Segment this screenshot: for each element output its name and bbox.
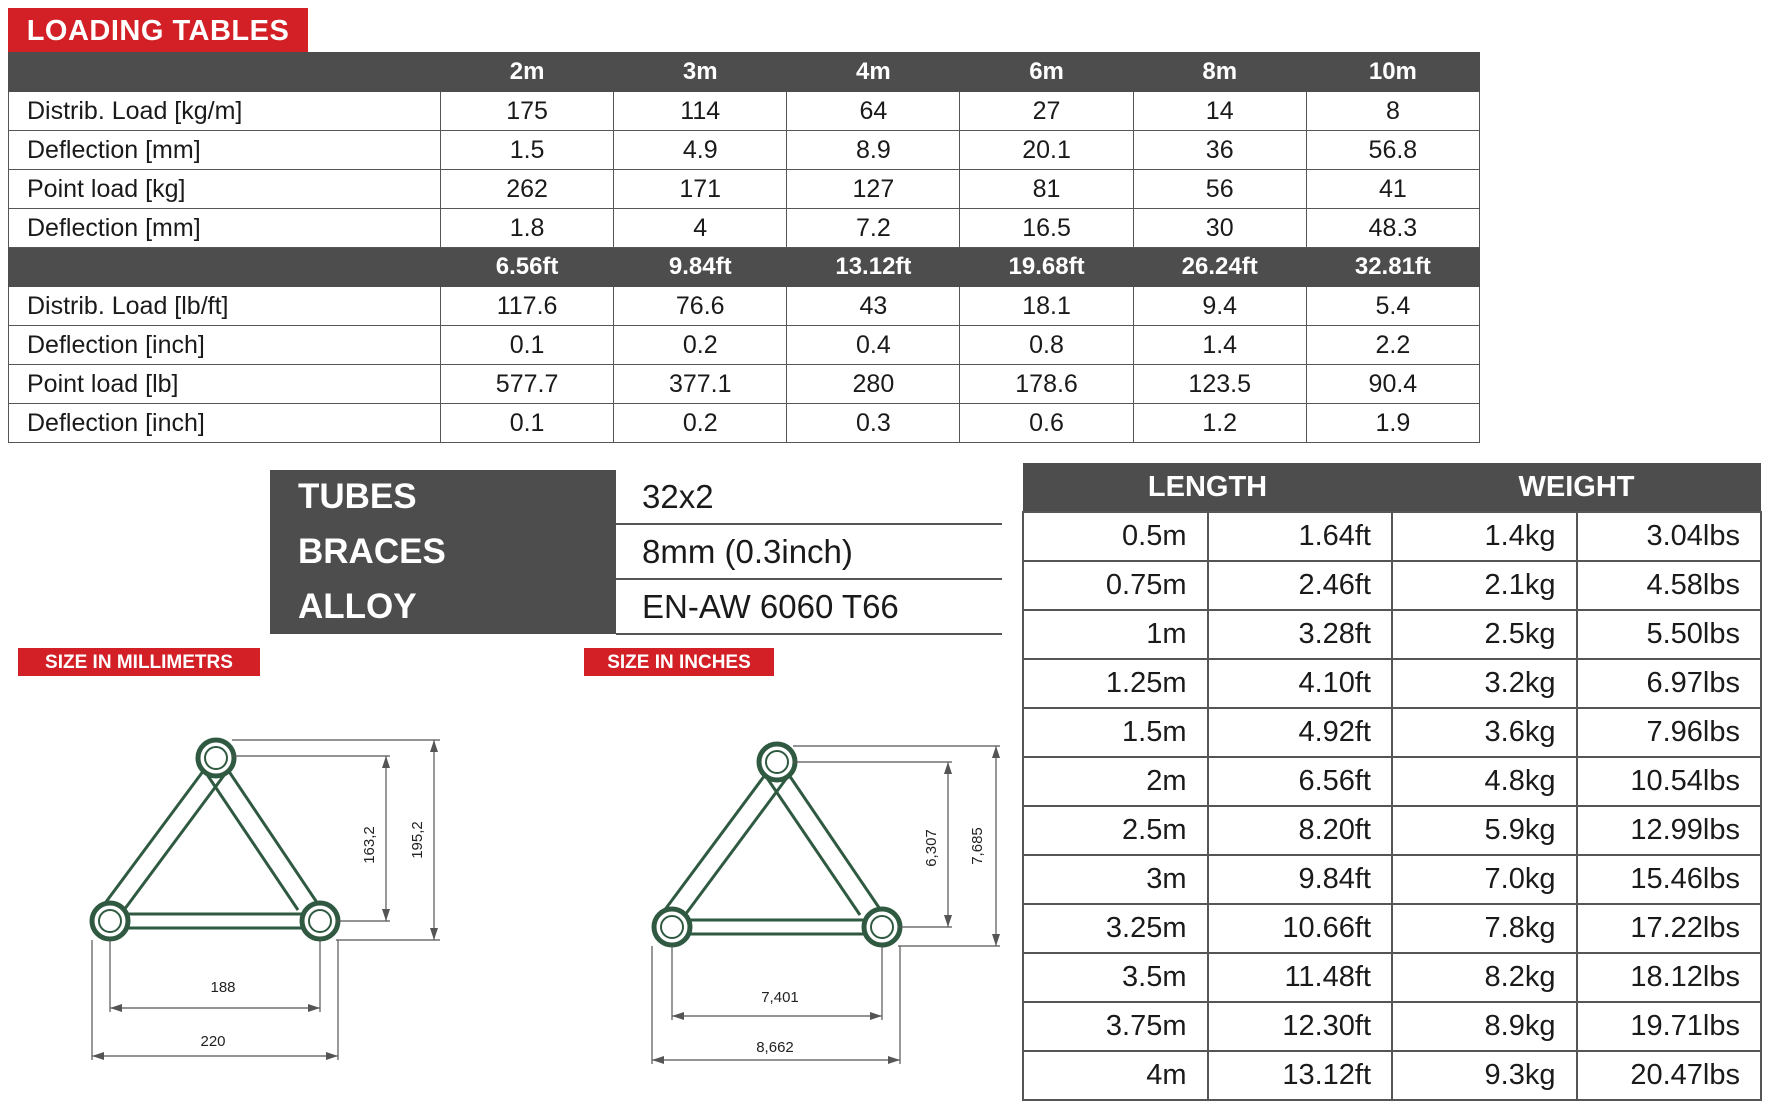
table-cell: 4 [614,209,787,248]
table-cell: 81 [960,170,1133,209]
table-row [1023,757,1761,806]
weight-kg: 8.2kg [1392,953,1577,1002]
table-cell: 1.5 [441,131,614,170]
table-cell: 0.8 [960,326,1133,365]
table-cell: 1.9 [1306,404,1479,443]
weight-lbs: 12.99lbs [1577,806,1762,855]
length-m: 4m [1023,1051,1208,1100]
row-label: Point load [lb] [9,365,441,404]
length-m: 1.5m [1023,708,1208,757]
table-cell: 56 [1133,170,1306,209]
weight-lbs: 19.71lbs [1577,1002,1762,1051]
table-row [1023,953,1761,1002]
inch-outer-width-label: 8,662 [756,1039,794,1056]
length-ft: 9.84ft [1208,855,1393,904]
table-cell: 8.9 [787,131,960,170]
length-ft: 4.92ft [1208,708,1393,757]
span-header: 32.81ft [1306,248,1479,287]
mm-inner-width-label: 188 [210,979,236,996]
weight-header: WEIGHT [1392,463,1761,512]
braces-value: 8mm (0.3inch) [616,524,1002,579]
table-cell: 0.1 [441,326,614,365]
table-cell: 36 [1133,131,1306,170]
length-m: 1m [1023,610,1208,659]
table-cell: 56.8 [1306,131,1479,170]
table-cell: 64 [787,92,960,131]
tube-top [198,740,234,776]
table-cell: 1.4 [1133,326,1306,365]
length-m: 2m [1023,757,1208,806]
table-cell: 30 [1133,209,1306,248]
length-ft: 2.46ft [1208,561,1393,610]
spec-row-tubes [270,470,1002,524]
table-cell: 20.1 [960,131,1133,170]
table-row [1023,904,1761,953]
tube-right [864,909,900,945]
row-label: Deflection [mm] [9,131,441,170]
tubes-value: 32x2 [616,470,1002,524]
length-ft: 8.20ft [1208,806,1393,855]
table-cell: 27 [960,92,1133,131]
row-label: Deflection [mm] [9,209,441,248]
weight-lbs: 5.50lbs [1577,610,1762,659]
weight-kg: 2.1kg [1392,561,1577,610]
table-cell: 175 [441,92,614,131]
length-m: 0.75m [1023,561,1208,610]
weight-lbs: 15.46lbs [1577,855,1762,904]
table-cell: 0.6 [960,404,1133,443]
row-label: Distrib. Load [lb/ft] [9,287,441,326]
length-ft: 13.12ft [1208,1051,1393,1100]
table-cell: 48.3 [1306,209,1479,248]
weight-lbs: 18.12lbs [1577,953,1762,1002]
weight-kg: 7.0kg [1392,855,1577,904]
length-m: 3.25m [1023,904,1208,953]
table-row [1023,659,1761,708]
table-cell: 18.1 [960,287,1133,326]
braces-label: BRACES [270,524,616,579]
tubes-label: TUBES [270,470,616,524]
table-row [9,404,1480,443]
spec-row-braces [270,524,1002,579]
alloy-value: EN-AW 6060 T66 [616,579,1002,634]
table-cell: 0.1 [441,404,614,443]
inch-outer-height-label: 7,685 [969,827,986,865]
header-blank-cell [9,53,441,92]
table-cell: 171 [614,170,787,209]
table-row [9,170,1480,209]
span-header: 6m [960,53,1133,92]
size-inch-tag: SIZE IN INCHES [584,648,774,676]
alloy-label: ALLOY [270,579,616,634]
span-header: 9.84ft [614,248,787,287]
table-cell: 0.2 [614,404,787,443]
table-row [1023,1051,1761,1100]
weight-kg: 3.2kg [1392,659,1577,708]
table-row [1023,1002,1761,1051]
weight-kg: 1.4kg [1392,512,1577,561]
spec-table [270,470,1002,635]
length-ft: 1.64ft [1208,512,1393,561]
row-label: Distrib. Load [kg/m] [9,92,441,131]
table-cell: 9.4 [1133,287,1306,326]
table-cell: 5.4 [1306,287,1479,326]
table-row [9,209,1480,248]
table-cell: 114 [614,92,787,131]
table-cell: 8 [1306,92,1479,131]
imperial-header-row [9,248,1480,287]
row-label: Deflection [inch] [9,326,441,365]
table-row [1023,561,1761,610]
length-ft: 3.28ft [1208,610,1393,659]
table-cell: 0.2 [614,326,787,365]
table-cell: 7.2 [787,209,960,248]
table-row [1023,806,1761,855]
table-row [9,92,1480,131]
span-header: 8m [1133,53,1306,92]
weight-kg: 9.3kg [1392,1051,1577,1100]
weight-kg: 2.5kg [1392,610,1577,659]
table-row [9,365,1480,404]
loading-tables-title: LOADING TABLES [8,8,308,52]
weight-kg: 4.8kg [1392,757,1577,806]
weight-lbs: 7.96lbs [1577,708,1762,757]
length-m: 1.25m [1023,659,1208,708]
table-row [9,326,1480,365]
table-cell: 127 [787,170,960,209]
length-m: 2.5m [1023,806,1208,855]
tube-left [92,903,128,939]
span-header: 4m [787,53,960,92]
table-cell: 14 [1133,92,1306,131]
span-header: 26.24ft [1133,248,1306,287]
span-header: 2m [441,53,614,92]
span-header: 13.12ft [787,248,960,287]
mm-outer-height-label: 195,2 [409,821,426,859]
weight-lbs: 3.04lbs [1577,512,1762,561]
table-row [1023,855,1761,904]
span-header: 3m [614,53,787,92]
length-header: LENGTH [1023,463,1392,512]
table-cell: 123.5 [1133,365,1306,404]
table-cell: 117.6 [441,287,614,326]
weight-kg: 5.9kg [1392,806,1577,855]
inch-inner-width-label: 7,401 [761,989,799,1006]
weight-table-header [1023,463,1761,512]
row-label: Point load [kg] [9,170,441,209]
table-cell: 0.3 [787,404,960,443]
table-cell: 90.4 [1306,365,1479,404]
table-row [9,131,1480,170]
length-m: 3m [1023,855,1208,904]
table-cell: 1.2 [1133,404,1306,443]
table-cell: 2.2 [1306,326,1479,365]
weight-kg: 3.6kg [1392,708,1577,757]
length-ft: 6.56ft [1208,757,1393,806]
span-header: 10m [1306,53,1479,92]
inch-inner-height-label: 6,307 [923,829,940,867]
table-row [9,287,1480,326]
table-cell: 178.6 [960,365,1133,404]
table-cell: 0.4 [787,326,960,365]
table-cell: 41 [1306,170,1479,209]
tube-right [302,903,338,939]
weight-lbs: 6.97lbs [1577,659,1762,708]
table-row [1023,708,1761,757]
mm-outer-width-label: 220 [200,1033,226,1050]
weight-lbs: 20.47lbs [1577,1051,1762,1100]
mm-inner-height-label: 163,2 [361,826,378,864]
weight-lbs: 17.22lbs [1577,904,1762,953]
table-cell: 43 [787,287,960,326]
tube-top [759,744,795,780]
table-cell: 377.1 [614,365,787,404]
length-m: 0.5m [1023,512,1208,561]
table-cell: 577.7 [441,365,614,404]
table-cell: 1.8 [441,209,614,248]
span-header: 19.68ft [960,248,1133,287]
length-ft: 12.30ft [1208,1002,1393,1051]
length-m: 3.75m [1023,1002,1208,1051]
length-m: 3.5m [1023,953,1208,1002]
table-cell: 4.9 [614,131,787,170]
weight-table [1022,463,1762,1101]
table-cell: 262 [441,170,614,209]
tube-left [654,909,690,945]
weight-kg: 8.9kg [1392,1002,1577,1051]
row-label: Deflection [inch] [9,404,441,443]
spec-row-alloy [270,579,1002,634]
table-row [1023,512,1761,561]
header-blank-cell [9,248,441,287]
table-cell: 280 [787,365,960,404]
length-ft: 11.48ft [1208,953,1393,1002]
length-ft: 10.66ft [1208,904,1393,953]
span-header: 6.56ft [441,248,614,287]
table-row [1023,610,1761,659]
size-mm-tag: SIZE IN MILLIMETRS [18,648,260,676]
table-cell: 16.5 [960,209,1133,248]
length-ft: 4.10ft [1208,659,1393,708]
weight-kg: 7.8kg [1392,904,1577,953]
weight-lbs: 4.58lbs [1577,561,1762,610]
table-cell: 76.6 [614,287,787,326]
loading-table [8,52,1480,443]
weight-lbs: 10.54lbs [1577,757,1762,806]
metric-header-row [9,53,1480,92]
